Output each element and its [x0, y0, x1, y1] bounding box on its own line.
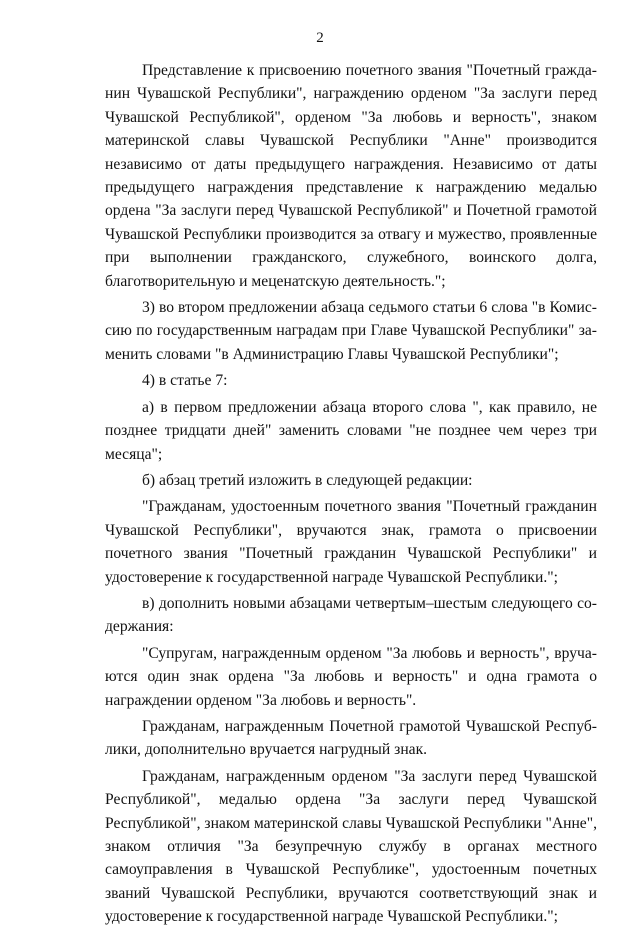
paragraph-other-awards: Гражданам, награжденным орденом "За заслуги перед Чувашской Республикой", медалью ордена "За заслуги перед Чувашской Республикой", знаком материнской славы Чувашской Республики "Анне", знаком отличия "За безупречную службу в органах местного самоуправления в Чувашской Республике", удостоенным почетных званий Чувашской Республики, вручаются соответствующий знак и удостоверение к государственной награде Чувашской Республики."; [105, 767, 597, 926]
paragraph-subitem-a: а) в первом предложении абзаца второго слова ", как правило, не позднее тридцати дней" заменить словами "не позднее чем через три месяца"; [105, 398, 597, 463]
paragraph-subitem-b: б) абзац третий изложить в следующей редакции: [142, 471, 473, 489]
paragraph-item-3: 3) во втором предложении абзаца седьмого статьи 6 слова "в Комиссию по государственным наградам при Главе Чувашской Республики" заменить словами "в Администрацию Главы Чувашской Республики"; [105, 299, 597, 363]
paragraph-certificate-of-honor: Гражданам, награжденным Почетной грамотой Чувашской Республики, дополнительно вручается нагрудный знак. [105, 717, 597, 759]
document-body [105, 59, 597, 932]
paragraph-spouses-order: "Супругам, награжденным орденом "За любовь и верность", вручаются один знак ордена "За любовь и верность" и одна грамота о награждении орденом "За любовь и верность". [105, 644, 597, 709]
paragraph-honorary-citizen: "Гражданам, удостоенным почетного звания "Почетный гражданин Чувашской Республики", вручаются знак, грамота о присвоении почетного звания "Почетный гражданин Чувашской Республики" и удостоверение к государственной награде Чувашской Республики."; [105, 498, 597, 586]
page-number: 2 [316, 30, 324, 46]
paragraph-subitem-v: в) дополнить новыми абзацами четвертым–шестым следующего содержания: [105, 594, 597, 636]
paragraph-presentation-rules: Представление к присвоению почетного звания "Почетный гражданин Чувашской Республики", награждению орденом "За заслуги перед Чувашской Республикой", орденом "За любовь и верность", знаком материнской славы Чувашской Республики "Анне" производится независимо от даты предыдущего награждения. Независимо от даты предыдущего награждения представление к награждению медалью ордена "За заслуги перед Чувашской Республикой" и Почетной грамотой Чувашской Республики производится за отвагу и мужество, проявленные при выполнении гражданского, служебного, воинского долга, благотворительную и меценатскую деятельность."; [105, 62, 597, 290]
paragraph-item-4: 4) в статье 7: [142, 372, 228, 390]
